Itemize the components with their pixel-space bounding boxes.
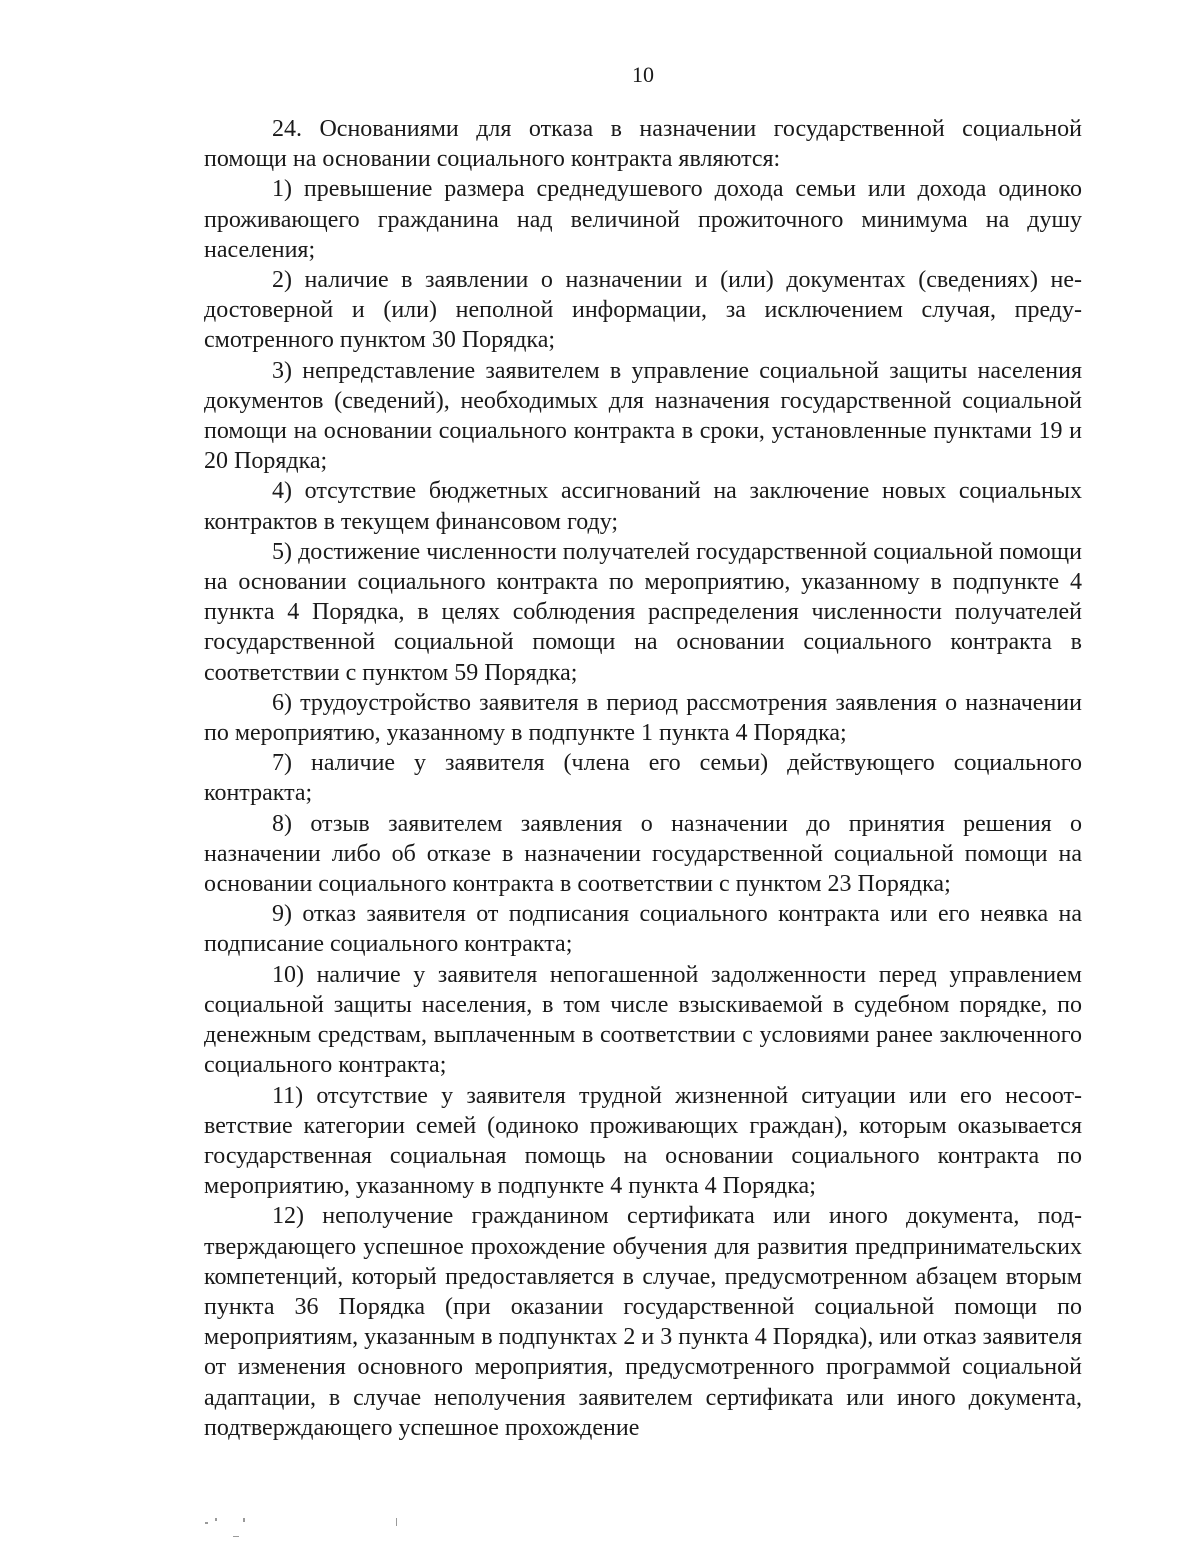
document-body — [204, 114, 1082, 1443]
list-item-7: 7) наличие у заявителя (члена его семьи) действующего социального контракта; — [204, 750, 1082, 807]
paragraph-intro: 24. Основаниями для отказа в назначении государственной социальной помощи на основании социального контракта являются: — [204, 116, 1082, 173]
scan-specks — [205, 1518, 405, 1548]
list-item-5: 5) достижение численности получателей государственной социальной помощи на основании социального контракта по мероприятию, указанному в подпункте 4 пункта 4 Порядка, в целях соблюдения распределения численности получателей государственной социальной помощи на основании социального контракта в соответствии с пунктом 59 Порядка; — [204, 538, 1082, 686]
list-item-4: 4) отсутствие бюджетных ассигнований на заключение новых социальных контрактов в текущем финансовом году; — [204, 478, 1082, 535]
scan-speck — [243, 1518, 245, 1522]
list-item-11: 11) отсутствие у заявителя трудной жизненной ситуации или его несоответствие категории семей (одиноко проживающих граждан), которым оказывается государственная социальная помощь на основании социального контракта по мероприятию, указанному в подпункте 4 пункта 4 Порядка; — [204, 1082, 1082, 1200]
list-item-2: 2) наличие в заявлении о назначении и (или) документах (сведениях) недостоверной и (или) неполной информации, за исключением случая, предусмотренного пунктом 30 Порядка; — [204, 267, 1082, 354]
list-item-12: 12) неполучение гражданином сертификата или иного документа, подтверждающего успешное прохождение обучения для развития предпринимательских компетенций, который предоставляется в случае, предусмотренном абзацем вторым пункта 36 Порядка (при оказании государственной социальной помощи по мероприятиям, указанным в подпунктах 2 и 3 пункта 4 Порядка), или отказ заявителя от изменения основного мероприятия, предусмотренного программой социальной адаптации, в случае неполучения заявителем сертификата или иного документа, подтверждающего успешное прохождение — [204, 1203, 1082, 1441]
list-item-8: 8) отзыв заявителем заявления о назначении до принятия решения о назначении либо об отказе в назначении государственной социальной помощи на основании социального контракта в соответствии с пунктом 23 Порядка; — [204, 810, 1082, 898]
list-item-10: 10) наличие у заявителя непогашенной задолженности перед управлением социальной защиты населения, в том числе взыскиваемой в судебном порядке, по денежным средствам, выплаченным в соответствии с условиями ранее заключенного социального контракта; — [204, 961, 1082, 1079]
scan-speck — [396, 1518, 397, 1526]
list-item-1: 1) превышение размера среднедушевого дохода семьи или дохода одиноко проживающего гражданина над величиной прожиточного минимума на душу населения; — [204, 176, 1082, 263]
page-number: 10 — [632, 62, 654, 87]
scan-speck — [233, 1536, 239, 1537]
scan-speck — [205, 1522, 208, 1524]
list-item-9: 9) отказ заявителя от подписания социального контракта или его неявка на подписание социального контракта; — [204, 901, 1082, 958]
list-item-6: 6) трудоустройство заявителя в период рассмотрения заявления о назначении по мероприятию, указанному в подпункте 1 пункта 4 Порядка; — [204, 689, 1082, 747]
scan-speck — [215, 1518, 217, 1521]
list-item-3: 3) непредставление заявителем в управление социальной защиты населения документов (сведений), необходимых для назначения государственной социальной помощи на основании социального контракта в сроки, установленные пунктами 19 и 20 Порядка; — [204, 357, 1082, 475]
